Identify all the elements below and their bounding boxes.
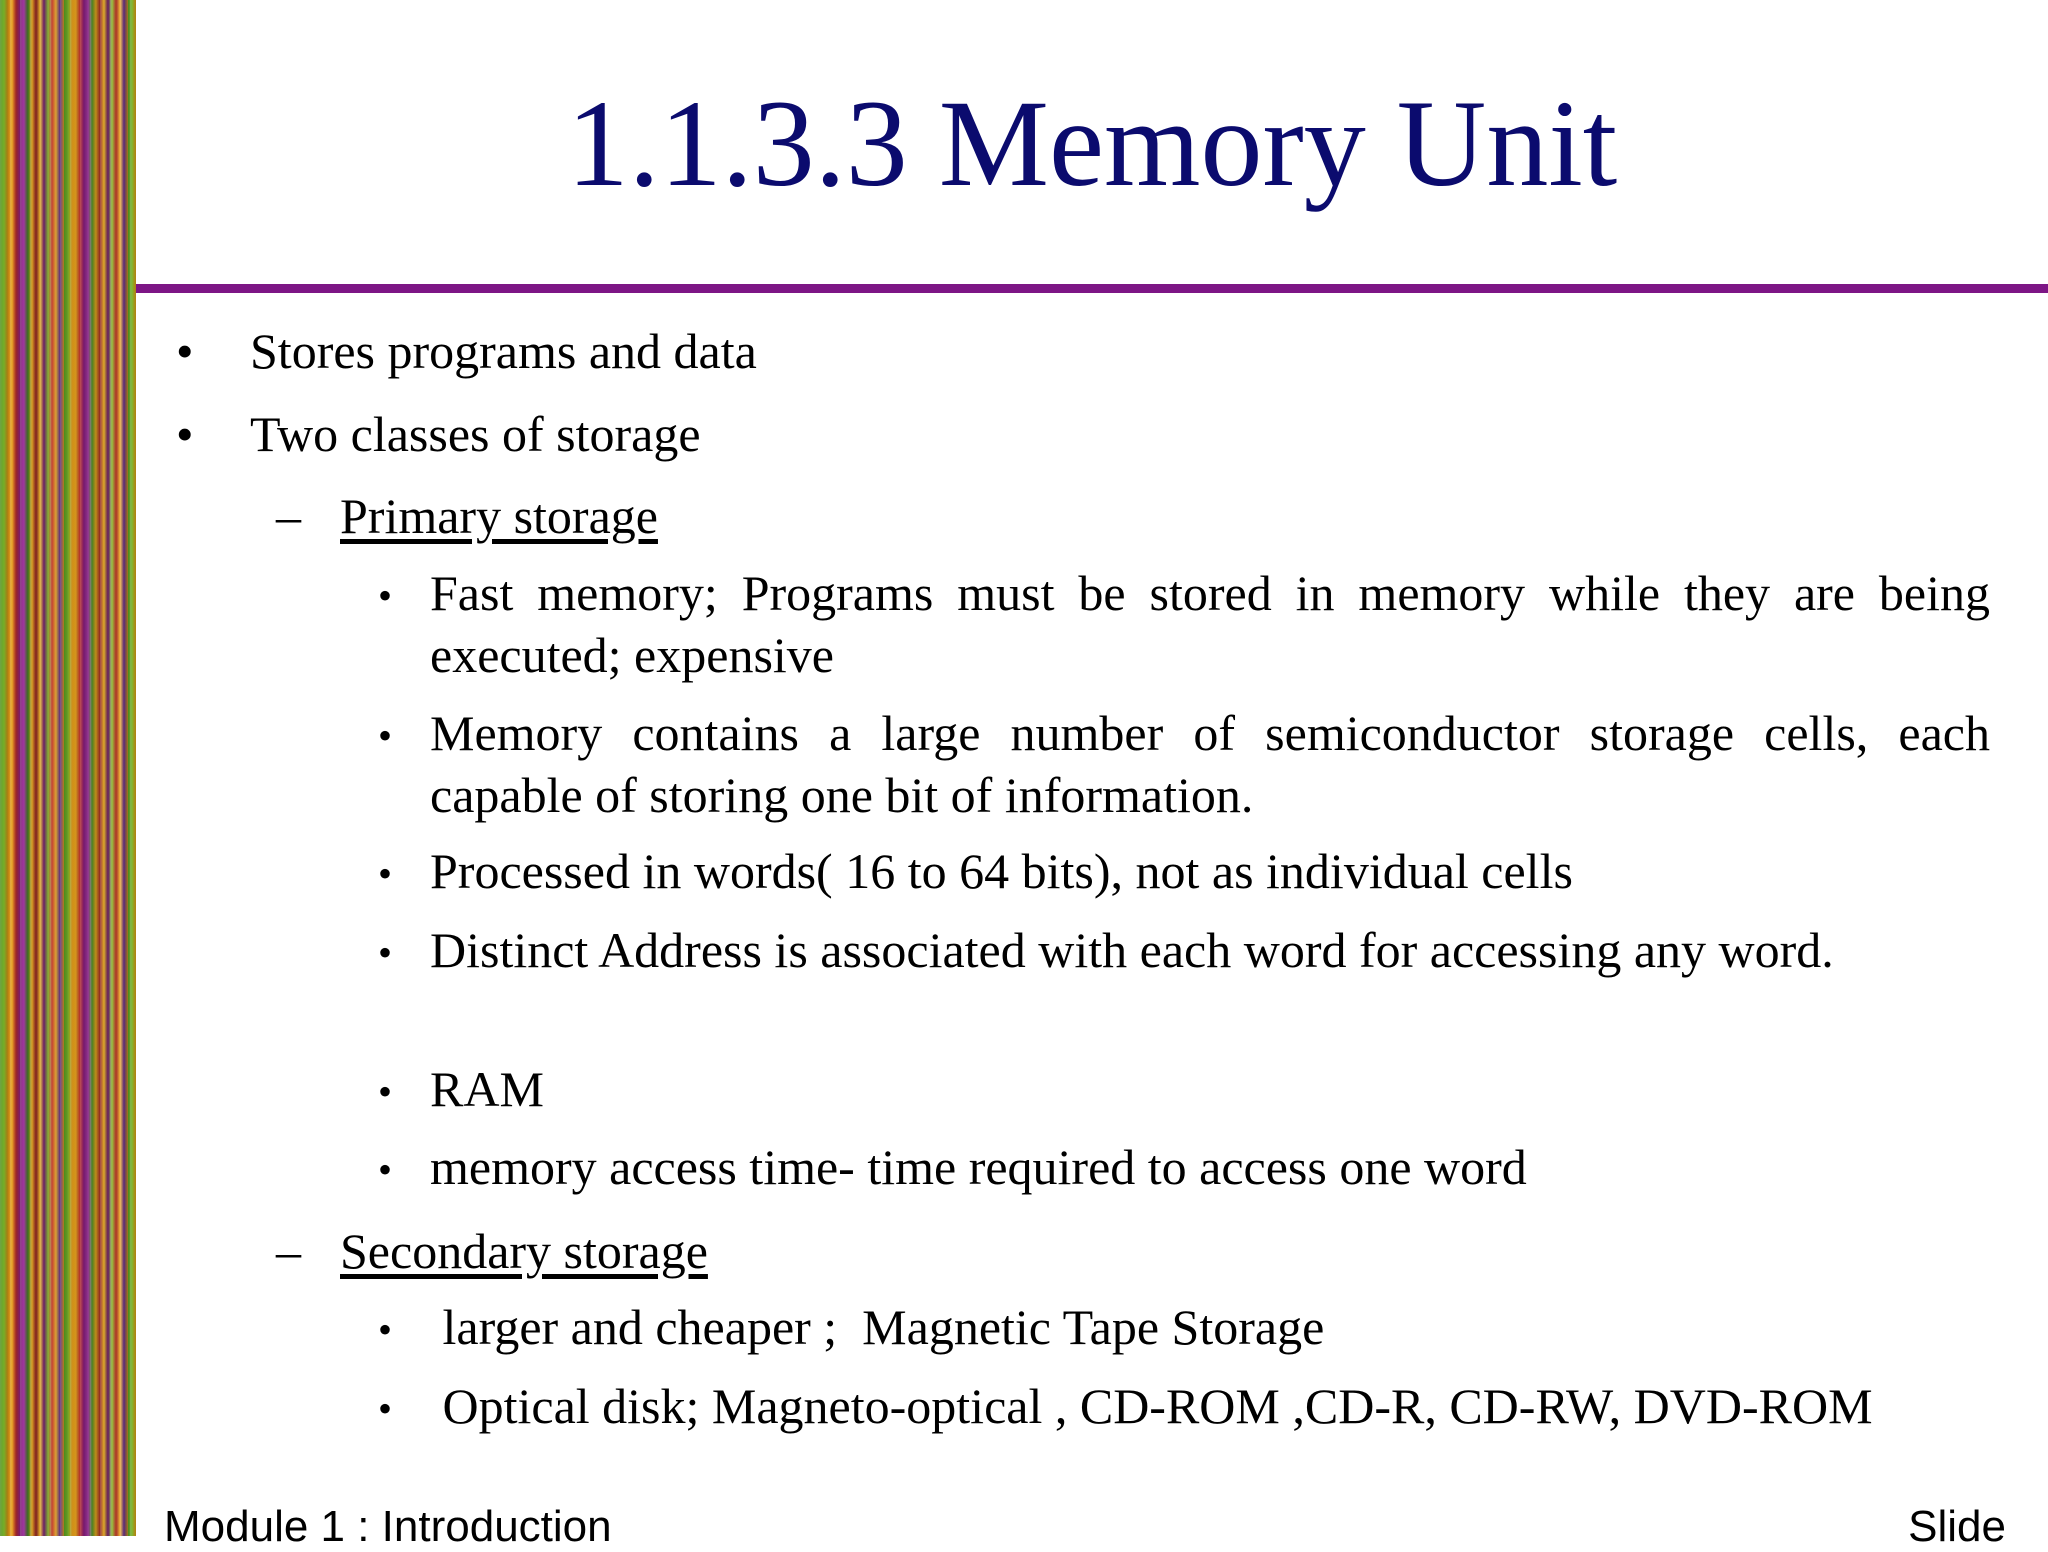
bullet-marker: • <box>176 323 194 379</box>
sub-bullet-marker: • <box>378 573 393 618</box>
slide-title: 1.1.3.3 Memory Unit <box>566 75 1618 212</box>
bullet-text: Two classes of storage <box>250 406 701 462</box>
footer-module-label: Module 1 : Introduction <box>164 1502 612 1551</box>
primary-storage-heading: Primary storage <box>340 488 658 544</box>
footer-slide-label: Slide <box>1908 1502 2006 1551</box>
bullet-text: Stores programs and data <box>250 323 757 379</box>
primary-item: Processed in words( 16 to 64 bits), not as individual cells <box>430 843 1573 899</box>
secondary-storage-heading: Secondary storage <box>340 1223 708 1279</box>
sub-bullet-marker: • <box>378 1069 393 1114</box>
sub-bullet-marker: • <box>378 713 393 758</box>
sub-bullet-marker: • <box>378 851 393 896</box>
primary-item: Fast memory; Programs must be stored in memory while they are being executed; expensive <box>430 565 1990 683</box>
primary-item: Memory contains a large number of semiconductor storage cells, each capable of storing one bit of information. <box>430 705 1990 823</box>
sub-bullet-marker: • <box>378 1147 393 1192</box>
secondary-item: larger and cheaper ; Magnetic Tape Storage <box>430 1299 1325 1355</box>
decorative-side-stripes <box>0 0 136 1536</box>
bullet-marker: • <box>176 406 194 462</box>
secondary-item: Optical disk; Magneto-optical , CD-ROM ,CD-R, CD-RW, DVD-ROM <box>430 1378 1873 1434</box>
sub-bullet-marker: • <box>378 1307 393 1352</box>
sub-bullet-marker: • <box>378 1386 393 1431</box>
dash-marker: – <box>276 488 301 544</box>
primary-item: RAM <box>430 1061 544 1117</box>
sub-bullet-marker: • <box>378 930 393 975</box>
title-divider <box>136 284 2048 293</box>
dash-marker: – <box>276 1223 301 1279</box>
primary-item: memory access time- time required to access one word <box>430 1139 1527 1195</box>
primary-item: Distinct Address is associated with each word for accessing any word. <box>430 922 1834 978</box>
